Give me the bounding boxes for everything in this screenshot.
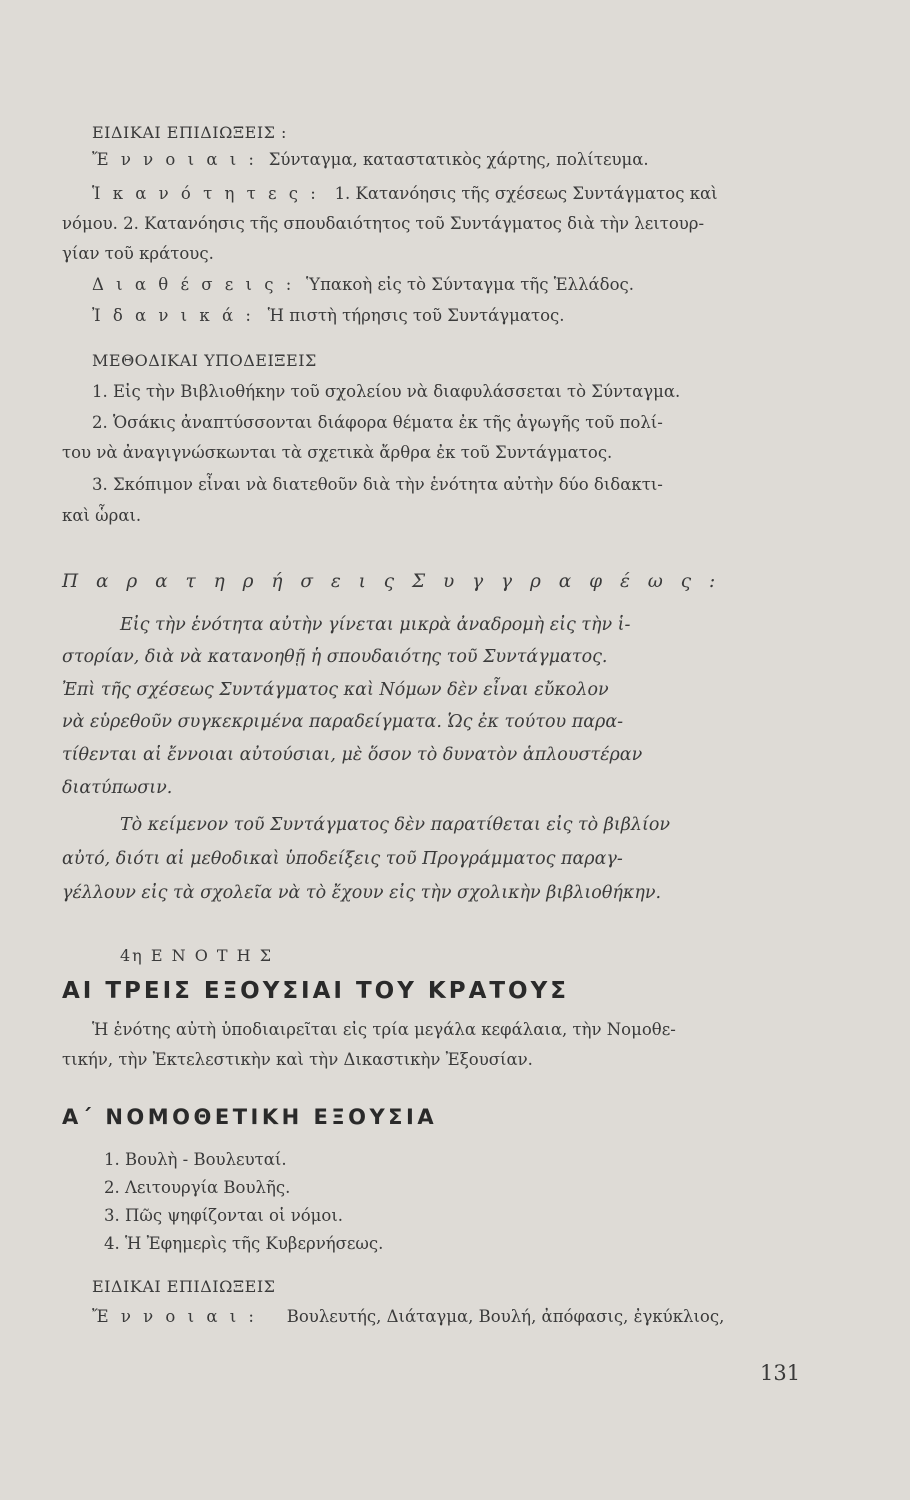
unit-label: 4η Ε Ν Ο Τ Η Σ [120, 946, 274, 965]
method-line-3: του νὰ ἀναγιγνώσκωνται τὰ σχετικὰ ἄρθρα ἐκ τοῦ Συντάγματος. [62, 443, 613, 462]
concepts-label: Ἔ ν ν ο ι α ι : [92, 150, 258, 169]
method-line-5: καὶ ὧραι. [62, 506, 142, 525]
dispositions-line [92, 274, 634, 296]
author-notes-line-7: Τὸ κείμενον τοῦ Συντάγματος δὲν παρατίθεται εἰς τὸ βιβλίον [120, 815, 671, 835]
method-heading: ΜΕΘΟΔΙΚΑΙ ΥΠΟΔΕΙΞΕΙΣ [92, 351, 317, 370]
section-a-item-3: 3. Πῶς ψηφίζονται οἱ νόμοι. [104, 1206, 344, 1225]
method-line-2: 2. Ὁσάκις ἀναπτύσσονται διάφορα θέματα ἐκ τῆς ἀγωγῆς τοῦ πολί- [92, 413, 663, 432]
concepts-text-2: Βουλευτής, Διάταγμα, Βουλή, ἀπόφασις, ἐγκύκλιος, [286, 1307, 725, 1326]
author-notes-line-3: Ἐπὶ τῆς σχέσεως Συντάγματος καὶ Νόμων δὲν εἶναι εὔκολον [62, 680, 609, 700]
author-notes-line-2: στορίαν, διὰ νὰ κατανοηθῇ ἡ σπουδαιότης τοῦ Συντάγματος. [62, 647, 608, 667]
concepts-line-2 [92, 1306, 724, 1328]
special-goals-heading: ΕΙΔΙΚΑΙ ΕΠΙΔΙΩΞΕΙΣ : [92, 123, 287, 142]
page-number: 131 [760, 1361, 801, 1385]
section-a-item-2: 2. Λειτουργία Βουλῆς. [104, 1178, 291, 1197]
abilities-label: Ἱ κ α ν ό τ η τ ε ς : [92, 184, 320, 203]
author-notes-heading: Π α ρ α τ η ρ ή σ ε ι ς Σ υ γ γ ρ α φ έ ω ς : [62, 571, 722, 592]
author-notes-line-6: διατύπωσιν. [62, 778, 173, 798]
section-a-item-4: 4. Ἡ Ἐφημερὶς τῆς Κυβερνήσεως. [104, 1234, 384, 1253]
concepts-line [92, 149, 649, 171]
abilities-text-1: 1. Κατανόησις τῆς σχέσεως Συντάγματος καὶ [334, 184, 718, 203]
author-notes-line-5: τίθενται αἱ ἔννοιαι αὐτούσιαι, μὲ ὅσον τὸ δυνατὸν ἁπλουστέραν [62, 745, 643, 765]
author-notes-line-4: νὰ εὑρεθοῦν συγκεκριμένα παραδείγματα. Ὡς ἐκ τούτου παρα- [62, 712, 624, 732]
ideals-text: Ἡ πιστὴ τήρησις τοῦ Συντάγματος. [267, 306, 565, 325]
abilities-line [92, 183, 718, 205]
method-line-1: 1. Εἰς τὴν Βιβλιοθήκην τοῦ σχολείου νὰ διαφυλάσσεται τὸ Σύνταγμα. [92, 382, 681, 401]
dispositions-label: Δ ι α θ έ σ ε ι ς : [92, 275, 295, 294]
special-goals-heading-2: ΕΙΔΙΚΑΙ ΕΠΙΔΙΩΞΕΙΣ [92, 1277, 276, 1296]
section-a-title: Α΄ ΝΟΜΟΘΕΤΙΚΗ ΕΞΟΥΣΙΑ [62, 1105, 438, 1129]
unit-intro-2: τικήν, τὴν Ἐκτελεστικὴν καὶ τὴν Δικαστικὴν Ἐξουσίαν. [62, 1050, 533, 1069]
author-notes-line-8: αὐτό, διότι αἱ μεθοδικαὶ ὑποδείξεις τοῦ Προγράμματος παραγ- [62, 849, 623, 869]
concepts-label-2: Ἔ ν ν ο ι α ι : [92, 1307, 258, 1326]
abilities-text-2: νόμου. 2. Κατανόησις τῆς σπουδαιότητος τοῦ Συντάγματος διὰ τὴν λειτουρ- [62, 214, 705, 233]
section-a-item-1: 1. Βουλὴ - Βουλευταί. [104, 1150, 287, 1169]
abilities-text-3: γίαν τοῦ κράτους. [62, 244, 214, 263]
unit-title: ΑΙ ΤΡΕΙΣ ΕΞΟΥΣΙΑΙ ΤΟΥ ΚΡΑΤΟΥΣ [62, 978, 569, 1004]
ideals-line [92, 305, 565, 327]
dispositions-text: Ὑπακοὴ εἰς τὸ Σύνταγμα τῆς Ἑλλάδος. [306, 275, 635, 294]
author-notes-line-1: Εἰς τὴν ἑνότητα αὐτὴν γίνεται μικρὰ ἀναδρομὴ εἰς τὴν ἱ- [120, 615, 631, 635]
unit-intro-1: Ἡ ἑνότης αὐτὴ ὑποδιαιρεῖται εἰς τρία μεγάλα κεφάλαια, τὴν Νομοθε- [92, 1020, 676, 1039]
author-notes-line-9: γέλλουν εἰς τὰ σχολεῖα νὰ τὸ ἔχουν εἰς τὴν σχολικὴν βιβλιοθήκην. [62, 883, 662, 903]
ideals-label: Ἰ δ α ν ι κ ά : [92, 306, 255, 325]
method-line-4: 3. Σκόπιμον εἶναι νὰ διατεθοῦν διὰ τὴν ἑνότητα αὐτὴν δύο διδακτι- [92, 475, 663, 494]
concepts-text: Σύνταγμα, καταστατικὸς χάρτης, πολίτευμα. [268, 150, 649, 169]
